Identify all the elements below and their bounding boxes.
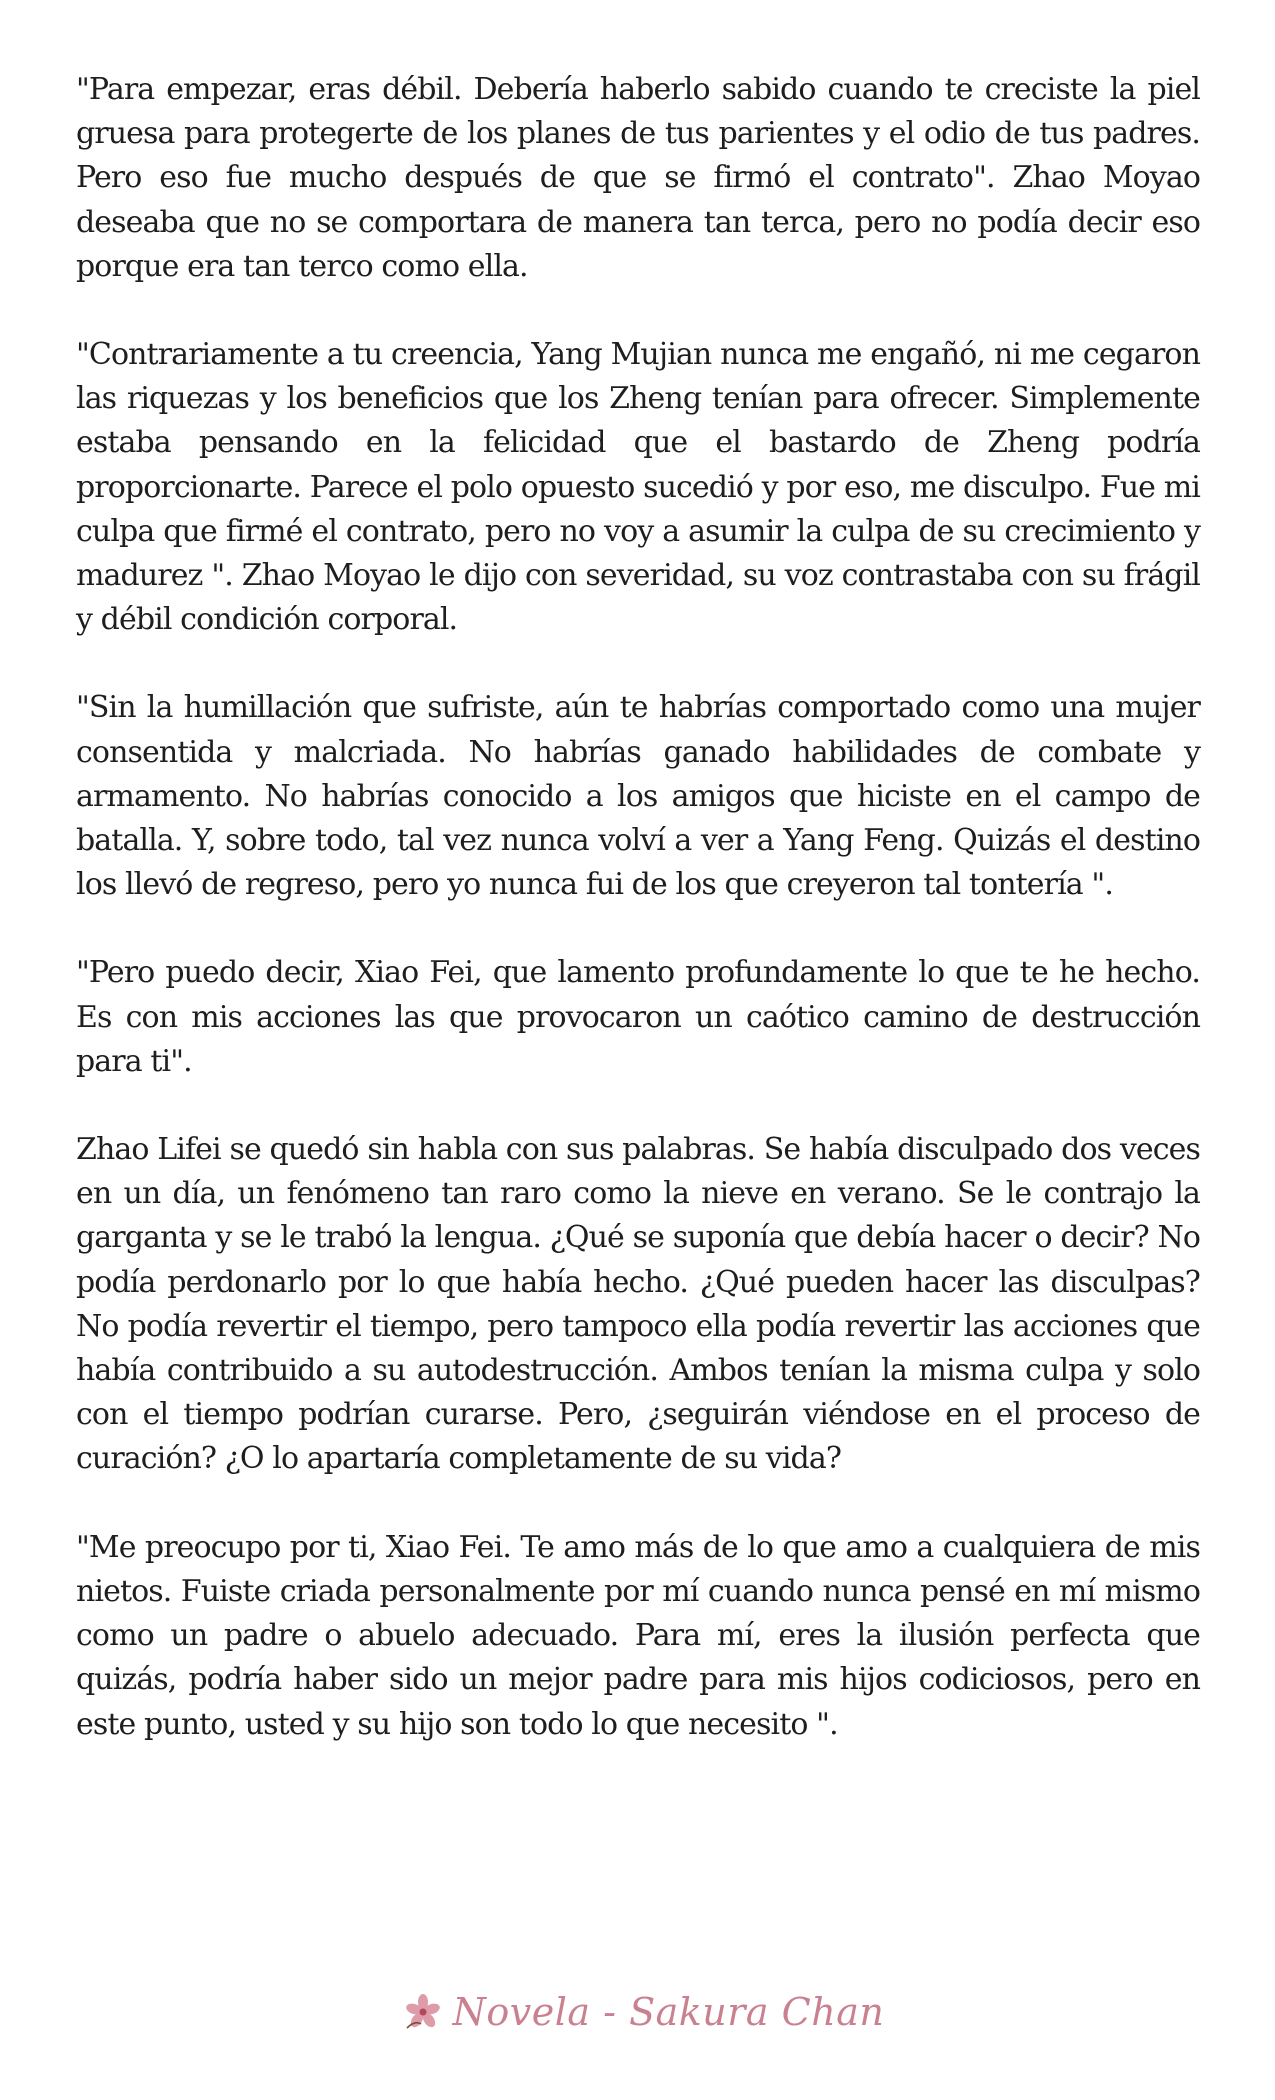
sakura-flower-icon bbox=[401, 1990, 445, 2034]
paragraph-5: Zhao Lifei se quedó sin habla con sus palabras. Se había disculpado dos veces en un día, un fenómeno tan raro como la nieve en verano. Se le contrajo la garganta y se le trabó la lengua. ¿Qué se suponía que debía hacer o decir? No podía perdonarlo por lo que había hecho. ¿Qué pueden hacer las disculpas? No podía revertir el tiempo, pero tampoco ella podía revertir las acciones que había contribuido a su autodestrucción. Ambos tenían la misma culpa y solo con el tiempo podrían curarse. Pero, ¿seguirán viéndose en el proceso de curación? ¿O lo apartaría completamente de su vida? bbox=[76, 1132, 1200, 1477]
paragraph-1: "Para empezar, eras débil. Debería haberlo sabido cuando te creciste la piel gruesa para protegerte de los planes de tus parientes y el odio de tus padres. Pero eso fue mucho después de que se firmó el contrato". Zhao Moyao deseaba que no se comportara de manera tan terca, pero no podía decir eso porque era tan terco como ella. bbox=[76, 72, 1200, 284]
document-body bbox=[76, 68, 1200, 1747]
watermark-group bbox=[401, 1990, 885, 2034]
paragraph-6: "Me preocupo por ti, Xiao Fei. Te amo más de lo que amo a cualquiera de mis nietos. Fuiste criada personalmente por mí cuando nunca pensé en mí mismo como un padre o abuelo adecuado. Para mí, eres la ilusión perfecta que quizás, podría haber sido un mejor padre para mis hijos codiciosos, pero en este punto, usted y su hijo son todo lo que necesito ". bbox=[76, 1529, 1200, 1742]
watermark-brand: Novela - Sakura Chan bbox=[452, 1990, 885, 2034]
paragraph-2: "Contrariamente a tu creencia, Yang Mujian nunca me engañó, ni me cegaron las riquezas y los beneficios que los Zheng tenían para ofrecer. Simplemente estaba pensando en la felicidad que el bastardo de Zheng podría proporcionarte. Parece el polo opuesto sucedió y por eso, me disculpo. Fue mi culpa que firmé el contrato, pero no voy a asumir la culpa de su crecimiento y madurez ". Zhao Moyao le dijo con severidad, su voz contrastaba con su frágil y débil condición corporal. bbox=[76, 337, 1200, 638]
paragraph-3: "Sin la humillación que sufriste, aún te habrías comportado como una mujer consentida y malcriada. No habrías ganado habilidades de combate y armamento. No habrías conocido a los amigos que hiciste en el campo de batalla. Y, sobre todo, tal vez nunca volví a ver a Yang Feng. Quizás el destino los llevó de regreso, pero yo nunca fui de los que creyeron tal tontería ". bbox=[76, 690, 1200, 903]
paragraph-4: "Pero puedo decir, Xiao Fei, que lamento profundamente lo que te he hecho. Es con mis acciones las que provocaron un caótico camino de destrucción para ti". bbox=[76, 955, 1200, 1079]
footer-watermark bbox=[0, 1982, 1275, 2042]
